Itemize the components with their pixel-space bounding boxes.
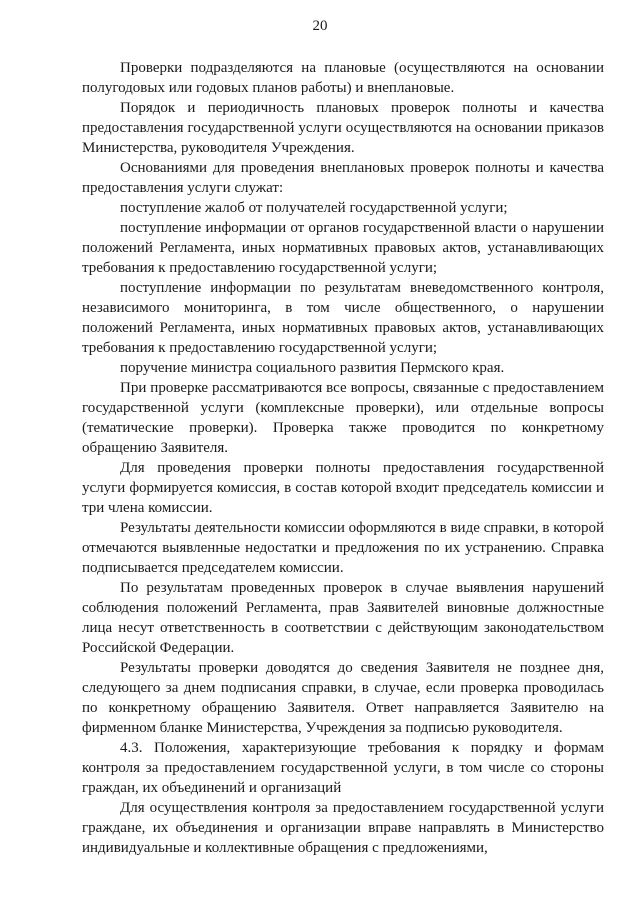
- paragraph: Для проведения проверки полноты предоставления государственной услуги формируется комиссия, в состав которой входит председатель комиссии и три члена комиссии.: [82, 460, 604, 516]
- body-text: [82, 58, 604, 858]
- paragraph: Порядок и периодичность плановых проверок полноты и качества предоставления государственной услуги осуществляются на основании приказов Министерства, руководителя Учреждения.: [82, 100, 604, 156]
- paragraph: По результатам проведенных проверок в случае выявления нарушений соблюдения положений Регламента, прав Заявителей виновные должностные лица несут ответственность в соответствии с действующим законодательством Российской Федерации.: [82, 580, 604, 656]
- section-heading: 4.3. Положения, характеризующие требования к порядку и формам контроля за предоставлением государственной услуги, в том числе со стороны граждан, их объединений и организаций: [82, 740, 604, 796]
- paragraph: Для осуществления контроля за предоставлением государственной услуги граждане, их объединения и организации вправе направлять в Министерство индивидуальные и коллективные обращения с предложениями,: [82, 800, 604, 856]
- paragraph: поступление информации по результатам вневедомственного контроля, независимого мониторинга, в том числе общественного, о нарушении положений Регламента, иных нормативных правовых актов, устанавливающих требования к предоставлению государственной услуги;: [82, 280, 604, 356]
- paragraph: поступление информации от органов государственной власти о нарушении положений Регламента, иных нормативных правовых актов, устанавливающих требования к предоставлению государственной услуги;: [82, 220, 604, 276]
- paragraph: Основаниями для проведения внеплановых проверок полноты и качества предоставления услуги служат:: [82, 160, 604, 196]
- paragraph: Результаты проверки доводятся до сведения Заявителя не позднее дня, следующего за днем подписания справки, в случае, если проверка проводилась по конкретному обращению Заявителя. Ответ направляется Заявителю на фирменном бланке Министерства, Учреждения за подписью руководителя.: [82, 660, 604, 736]
- page-number: 20: [312, 18, 328, 34]
- paragraph: Результаты деятельности комиссии оформляются в виде справки, в которой отмечаются выявленные недостатки и предложения по их устранению. Справка подписывается председателем комиссии.: [82, 520, 604, 576]
- paragraph: поступление жалоб от получателей государственной услуги;: [120, 200, 508, 216]
- paragraph: Проверки подразделяются на плановые (осуществляются на основании полугодовых или годовых планов работы) и внеплановые.: [82, 60, 604, 96]
- paragraph: При проверке рассматриваются все вопросы, связанные с предоставлением государственной услуги (комплексные проверки), или отдельные вопросы (тематические проверки). Проверка также проводится по конкретному обращению Заявителя.: [82, 380, 604, 456]
- paragraph: поручение министра социального развития Пермского края.: [120, 360, 505, 376]
